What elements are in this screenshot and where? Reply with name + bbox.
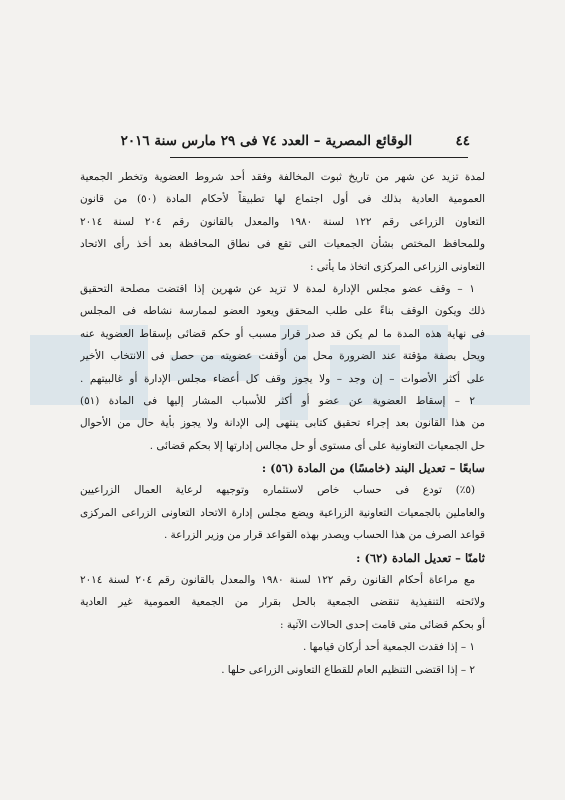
list-item-text: ١ – وقف عضو مجلس الإدارة لمدة لا تزيد عن شهرين إذا اقتضت مصلحة التحقيق	[80, 282, 475, 295]
text-line: التعاونى الزراعى المركزى اتخاذ ما يأتى :	[309, 260, 485, 273]
text-line: ذلك ويكون الوقف بناءً على طلب المحقق ويعود العضو لممارسة نشاطه فى المجلس	[80, 305, 485, 318]
text-line: (٥٪) تودع فى حساب خاص لاستثماره وتوجيهه لرعاية العمال الزراعيين	[80, 484, 475, 497]
text-line: العمومية العادية بذلك فى أول اجتماع لها تطبيقاً لأحكام المادة (٥٠) من قانون	[80, 193, 485, 206]
page-number: ٤٤	[455, 133, 470, 149]
section-heading: سابعًا – تعديل البند (خامسًا) من المادة (٥٦) :	[261, 461, 485, 476]
text-line: التعاون الزراعى رقم ١٢٢ لسنة ١٩٨٠ والمعدل بالقانون رقم ٢٠٤ لسنة ٢٠١٤	[80, 215, 485, 228]
header-divider	[170, 157, 468, 158]
text-line: حل الجمعيات التعاونية على أى مستوى أو حل مجالس إدارتها إلا بحكم قضائى .	[149, 439, 485, 452]
journal-issue-title: الوقائع المصرية – العدد ٧٤ فى ٢٩ مارس سنة ٢٠١٦	[120, 133, 413, 149]
text-line: والعاملين بالجمعيات التعاونية الزراعية ويضع مجلس إدارة الاتحاد التعاونى الزراعى المركزى	[80, 506, 485, 519]
text-line: وللمحافظ المختص بشأن الجمعيات التى تقع فى نطاق المحافظة بعد أخذ رأى الاتحاد	[80, 238, 485, 251]
list-item-text: ١ – إذا فقدت الجمعية أحد أركان قيامها .	[302, 641, 475, 654]
text-line: مع مراعاة أحكام القانون رقم ١٢٢ لسنة ١٩٨٠ والمعدل بالقانون رقم ٢٠٤ لسنة ٢٠١٤	[80, 574, 476, 587]
text-line: من هذا القانون بعد إجراء تحقيق كتابى ينتهى إلى الإدانة ولا يجوز بأية حال من الأحوال	[80, 417, 485, 430]
text-line: ويحل بصفة مؤقتة عند الضرورة محل من أوقفت عضويته من حصل فى الانتخاب الأخير	[80, 350, 485, 363]
list-item-text: ٢ – إسقاط العضوية عن عضو أو أكثر للأسباب المشار إليها فى المادة (٥١)	[80, 394, 475, 407]
text-line: لمدة تزيد عن شهر من تاريخ ثبوت المخالفة وفقد أحد شروط العضوية وتخطر الجمعية	[80, 171, 485, 183]
text-line: أو بحكم قضائى متى قامت إحدى الحالات الآتية :	[280, 618, 485, 631]
text-line: قواعد الصرف من هذا الحساب ويصدر بهذه القواعد قرار من وزير الزراعة .	[163, 529, 485, 542]
document-body	[80, 166, 485, 681]
text-line: ولائحته التنفيذية تنقضى الجمعية بالحل بقرار من الجمعية العمومية غير العادية	[80, 596, 485, 609]
text-line: فى نهاية هذه المدة ما لم يكن قد صدر قرار مسبب أو حكم قضائى بإسقاط العضوية عنه	[80, 327, 485, 340]
page-header	[120, 133, 470, 149]
section-heading: ثامنًا – تعديل المادة (٦٢) :	[356, 550, 485, 565]
text-line: على أكثر الأصوات – إن وجد – ولا يجوز وقف كل أعضاء مجلس الإدارة أو غالبيتهم .	[80, 372, 485, 385]
list-item-text: ٢ – إذا اقتضى التنظيم العام للقطاع التعاونى الزراعى حلها .	[221, 663, 475, 676]
